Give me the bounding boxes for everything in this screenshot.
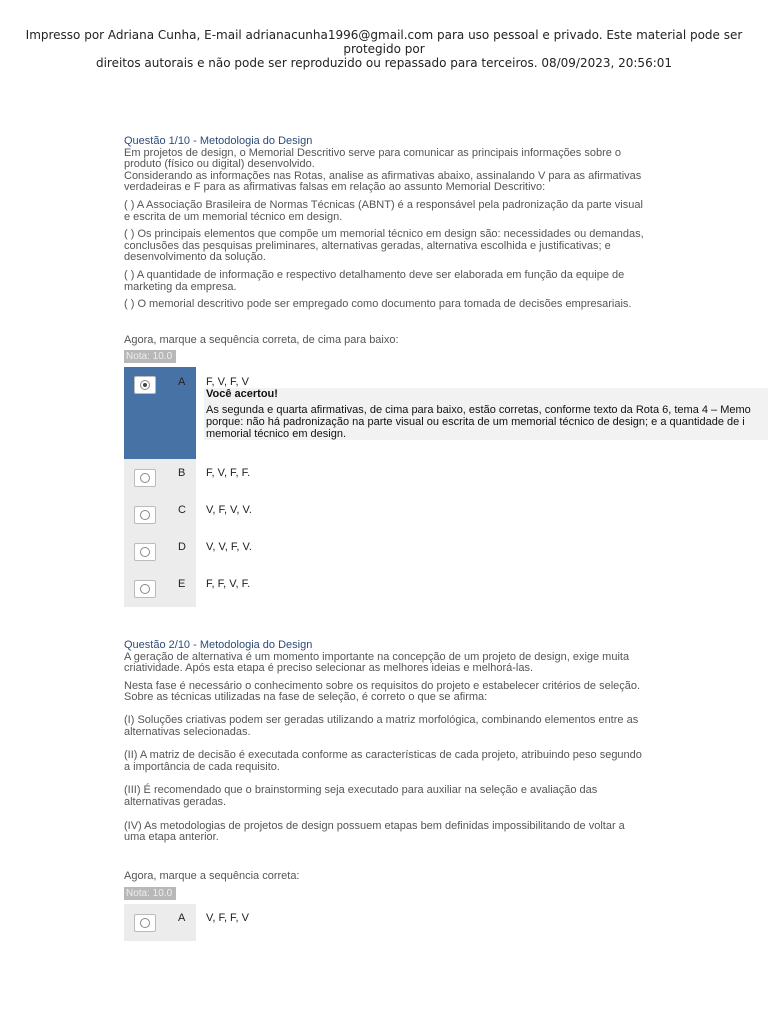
option-b[interactable] bbox=[124, 459, 768, 496]
watermark-line-1: Impresso por Adriana Cunha, E-mail adrianacunha1996@gmail.com para uso pessoal e privado. Este material pode ser protegido por bbox=[25, 28, 743, 56]
option-c[interactable] bbox=[124, 496, 768, 533]
question-1-statement-2: ( ) Os principais elementos que compõe um memorial técnico em design são: necessidades ou demandas, conclusões das pesquisas preliminares, alternativas geradas, alternativa escolhida e justificativas; e desenvolvimento da solução. bbox=[124, 228, 644, 264]
option-letter: E bbox=[178, 578, 186, 590]
question-2-paragraph-2: Nesta fase é necessário o conhecimento sobre os requisitos do projeto e estabelecer critérios de seleção. Sobre as técnicas utilizadas na fase de seleção, é correto o que se afirma: bbox=[124, 679, 641, 704]
option-letter: B bbox=[178, 467, 186, 479]
question-1-statement-3: ( ) A quantidade de informação e respectivo detalhamento deve ser elaborada em função da equipe de marketing da empresa. bbox=[124, 268, 625, 293]
radio-button[interactable] bbox=[134, 580, 156, 598]
question-1-grade-badge: Nota: 10.0 bbox=[124, 350, 176, 363]
option-text: F, F, V, F. bbox=[206, 578, 251, 590]
option-d[interactable] bbox=[124, 533, 768, 570]
question-1-title: Questão 1/10 - Metodologia do Design bbox=[124, 135, 313, 147]
radio-dot-icon bbox=[140, 510, 150, 520]
question-2-grade-badge: Nota: 10.0 bbox=[124, 887, 176, 900]
question-1-intro-1: Em projetos de design, o Memorial Descritivo serve para comunicar as principais informações sobre o produto (físico ou digital) desenvolvido. bbox=[124, 146, 622, 171]
question-1-options bbox=[124, 367, 768, 607]
question-2-item-2: (II) A matriz de decisão é executada conforme as características de cada projeto, atribuindo peso segundo a importância de cada requisito. bbox=[124, 749, 642, 773]
watermark-line-2: direitos autorais e não pode ser reproduzido ou repassado para terceiros. 08/09/2023, 20:56:01 bbox=[95, 56, 673, 70]
print-watermark bbox=[20, 28, 748, 70]
radio-dot-icon bbox=[140, 473, 150, 483]
feedback-text-3: memorial técnico em design. bbox=[206, 428, 347, 440]
option-text: F, V, F, V bbox=[206, 376, 250, 388]
option-a[interactable] bbox=[124, 904, 768, 941]
option-text: F, V, F, F. bbox=[206, 467, 251, 479]
option-letter: D bbox=[178, 541, 186, 553]
feedback-title: Você acertou! bbox=[206, 388, 278, 400]
question-2-title: Questão 2/10 - Metodologia do Design bbox=[124, 639, 313, 651]
question-2-options bbox=[124, 904, 768, 941]
radio-button[interactable] bbox=[134, 914, 156, 932]
option-letter: C bbox=[178, 504, 186, 516]
question-2-item-1: (I) Soluções criativas podem ser geradas utilizando a matriz morfológica, combinando elementos entre as alternativas selecionadas. bbox=[124, 713, 639, 738]
question-2-item-4: (IV) As metodologias de projetos de design possuem etapas bem definidas impossibilitando de voltar a uma etapa anterior. bbox=[124, 819, 625, 844]
radio-dot-icon bbox=[140, 547, 150, 557]
option-text: V, F, V, V. bbox=[206, 504, 252, 516]
radio-button-selected[interactable] bbox=[134, 376, 156, 394]
radio-dot-icon bbox=[140, 380, 150, 390]
question-1-statement-1: ( ) A Associação Brasileira de Normas Técnicas (ABNT) é a responsável pela padronização da parte visual e escrita de um memorial técnico em design. bbox=[124, 198, 643, 223]
radio-button[interactable] bbox=[134, 543, 156, 561]
option-letter: A bbox=[178, 912, 186, 924]
radio-button[interactable] bbox=[134, 506, 156, 524]
option-text: V, F, F, V bbox=[206, 912, 250, 924]
feedback-text-1: As segunda e quarta afirmativas, de cima para baixo, estão corretas, conforme texto da Rota 6, tema 4 – Memo bbox=[206, 404, 751, 416]
feedback-text-2: porque: não há padronização na parte visual ou escrita de um memorial técnico de design; e a quantidade de i bbox=[206, 416, 745, 428]
option-text: V, V, F, V. bbox=[206, 541, 252, 553]
question-2-paragraph-1: A geração de alternativa é um momento importante na concepção de um projeto de design, exige muita criatividade. Após esta etapa é preciso selecionar as melhores ideias e melhorá-las. bbox=[124, 650, 630, 675]
question-1-prompt: Agora, marque a sequência correta, de cima para baixo: bbox=[124, 334, 399, 346]
option-letter: A bbox=[178, 376, 186, 388]
answer-feedback bbox=[204, 388, 768, 440]
option-e[interactable] bbox=[124, 570, 768, 607]
question-2-item-3: (III) É recomendado que o brainstorming seja executado para auxiliar na seleção e avaliação das alternativas geradas. bbox=[124, 784, 598, 808]
radio-dot-icon bbox=[140, 918, 150, 928]
question-1-intro-2: Considerando as informações nas Rotas, analise as afirmativas abaixo, assinalando V para as afirmativas verdadeiras e F para as afirmativas falsas em relação ao assunto Memorial Descritivo: bbox=[124, 169, 642, 194]
radio-button[interactable] bbox=[134, 469, 156, 487]
question-2-prompt: Agora, marque a sequência correta: bbox=[124, 870, 300, 882]
question-1-statement-4: ( ) O memorial descritivo pode ser empregado como documento para tomada de decisões empresariais. bbox=[124, 298, 632, 311]
question-2 bbox=[124, 640, 644, 850]
option-a[interactable] bbox=[124, 367, 768, 459]
question-1 bbox=[124, 136, 644, 317]
radio-dot-icon bbox=[140, 584, 150, 594]
